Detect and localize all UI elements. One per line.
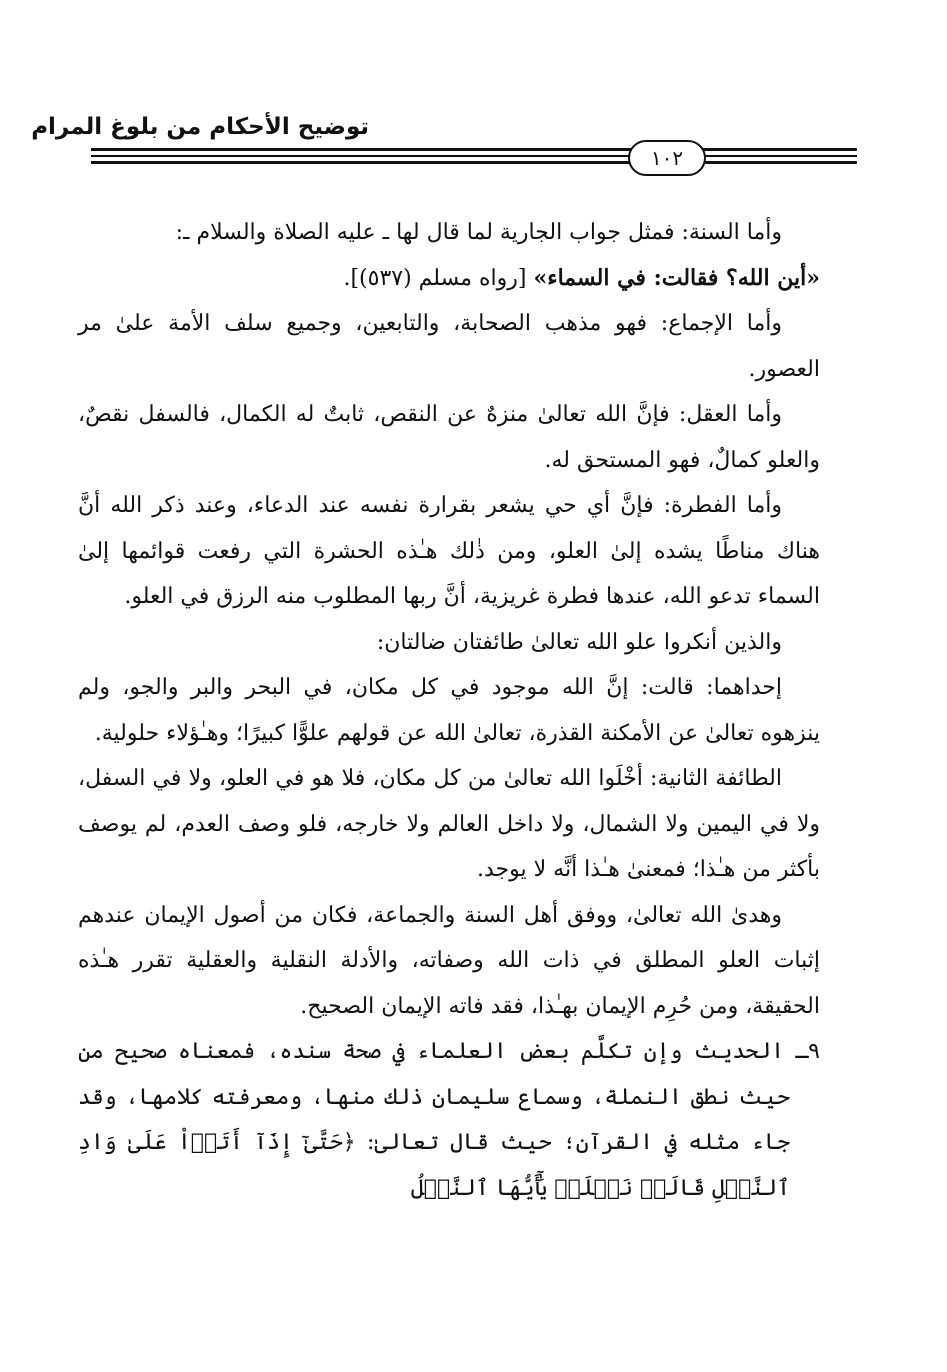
paragraph-ijma: وأما الإجماع: فهو مذهب الصحابة، والتابعين، وجميع سلف الأمة علىٰ مر العصور. xyxy=(78,311,820,382)
paragraph-second-group: الطائفة الثانية: أخْلَوا الله تعالىٰ من كل مكان، فلا هو في العلو، ولا في السفل، ولا في اليمين ولا الشمال، ولا داخل العالم ولا خارجه، فلو وصف العدم، لم يوصف بأكثر من هـٰذا؛ فمعنىٰ هـٰذا أنَّه لا يوجد. xyxy=(78,766,820,882)
header-rule-middle xyxy=(91,155,857,157)
paragraph-ahl-sunnah: وهدىٰ الله تعالىٰ، ووفق أهل السنة والجماعة، فكان من أصول الإيمان عندهم إثبات العلو المطلق في ذات الله وصفاته، والأدلة النقلية والعقلية تقرر هـٰذه الحقيقة، ومن حُرِم الإيمان بهـٰذا، فقد فاته الإيمان الصحيح. xyxy=(78,902,820,1019)
paragraph-two-groups: والذين أنكروا علو الله تعالىٰ طائفتان ضالتان: xyxy=(376,629,782,655)
paragraph-aql: وأما العقل: فإنَّ الله تعالىٰ منزهٌ عن النقص، ثابتٌ له الكمال، فالسفل نقصٌ، والعلو كمالٌ، فهو المستحق له. xyxy=(78,402,820,473)
hadith-quote: «أين الله؟ فقالت: في السماء» xyxy=(533,264,820,291)
paragraph-first-group: إحداهما: قالت: إنَّ الله موجود في كل مكان، في البحر والبر والجو، ولم ينزهوه تعالىٰ عن الأمكنة القذرة، تعالىٰ الله عن قولهم علوًّا كبيرًا؛ وهـٰؤلاء حلولية. xyxy=(78,675,820,746)
paragraph-note-9 xyxy=(78,1029,820,1211)
paragraph-fitrah: وأما الفطرة: فإنَّ أي حي يشعر بقرارة نفسه عند الدعاء، وعند ذكر الله أنَّ هناك مناطًا يشده إلىٰ العلو، ومن ذٰلك هـٰذه الحشرة التي رفعت قوائمها إلىٰ السماء تدعو الله، عندها فطرة غريزية، أنَّ ربها المطلوب منه الرزق في العلو. xyxy=(78,493,820,609)
paragraph-sunnah xyxy=(78,210,820,301)
book-title: توضيح الأحكام من بلوغ المرام xyxy=(31,114,369,140)
page-body xyxy=(78,210,820,1211)
page-number: ١٠٢ xyxy=(628,140,706,176)
hadith-reference: [رواه مسلم (٥٣٧)]. xyxy=(343,265,534,291)
note-9-text: ٩ـ الحديث وإن تكلَّم بعض العلماء في صحة سنده، فمعناه صحيح من حيث نطق النملة، وسماع سليمان ذلك منها، ومعرفته كلامها، وقد جاء مثله في القرآن؛ حيث قال تعالىٰ: xyxy=(78,1039,820,1155)
header-rule-top xyxy=(91,148,857,151)
header-rule-bottom xyxy=(91,161,857,164)
quran-verse: ﴿حَتَّىٰٓ إِذَآ أَتَوۡاْ عَلَىٰ وَادِ ٱلنَّمۡلِ قَالَتۡ نَمۡلَةٞ يَٰٓأَيُّهَا ٱلنَّمۡلُ xyxy=(78,1130,790,1201)
sunnah-intro: وأما السنة: فمثل جواب الجارية لما قال لها ـ عليه الصلاة والسلام ـ: xyxy=(175,220,782,245)
